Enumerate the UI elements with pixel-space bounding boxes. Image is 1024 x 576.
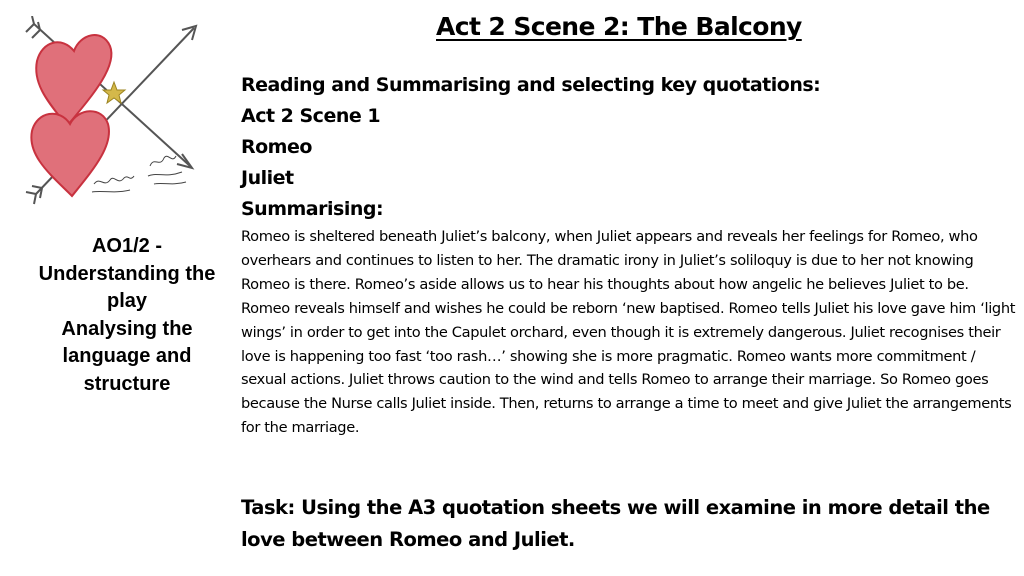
page-title: Act 2 Scene 2: The Balcony: [436, 12, 802, 41]
star-icon: [103, 82, 125, 103]
task-text: Task: Using the A3 quotation sheets we will examine in more detail the love between Romeo and Juliet.: [241, 496, 990, 551]
ao-line: Analysing the: [61, 317, 193, 340]
ao-line: AO1/2 -: [91, 235, 163, 257]
signature-scribble-icon: [92, 156, 186, 192]
ao-line: play: [106, 290, 148, 312]
assessment-objectives-box: [22, 233, 232, 398]
ao-line: language and: [62, 345, 192, 367]
section-heading: Juliet: [241, 167, 294, 189]
section-heading: Summarising:: [241, 198, 384, 220]
hearts-arrows-drawing-icon: [22, 16, 200, 206]
heart-icon: [31, 111, 109, 196]
section-heading: Reading and Summarising and selecting key quotations:: [241, 74, 821, 96]
section-heading: Romeo: [241, 136, 312, 158]
ao-line: structure: [83, 372, 171, 395]
summary-paragraph: Romeo is sheltered beneath Juliet’s balcony, when Juliet appears and reveals her feelings for Romeo, who overhears and continues to listen to her. The dramatic irony in Juliet’s soliloquy is due to her not knowing Romeo is there. Romeo’s aside allows us to hear his thoughts about how angelic he believes Juliet to be. Romeo reveals himself and wishes he could be reborn ‘new baptised. Romeo tells Juliet his love gave him ‘light wings’ in order to get into the Capulet orchard, even though it is extremely dangerous. Juliet recognises their love is happening too fast ‘too rash…’ showing she is more pragmatic. Romeo wants more commitment / sexual actions. Juliet throws caution to the wind and tells Romeo to arrange their marriage. So Romeo goes because the Nurse calls Juliet inside. Then, returns to arrange a time to meet and give Juliet the arrangements for the marriage.: [241, 228, 1016, 437]
heart-icon: [36, 35, 111, 126]
ao-line: Understanding the: [38, 262, 216, 285]
section-heading: Act 2 Scene 1: [241, 105, 381, 127]
main-content: [241, 70, 1016, 440]
